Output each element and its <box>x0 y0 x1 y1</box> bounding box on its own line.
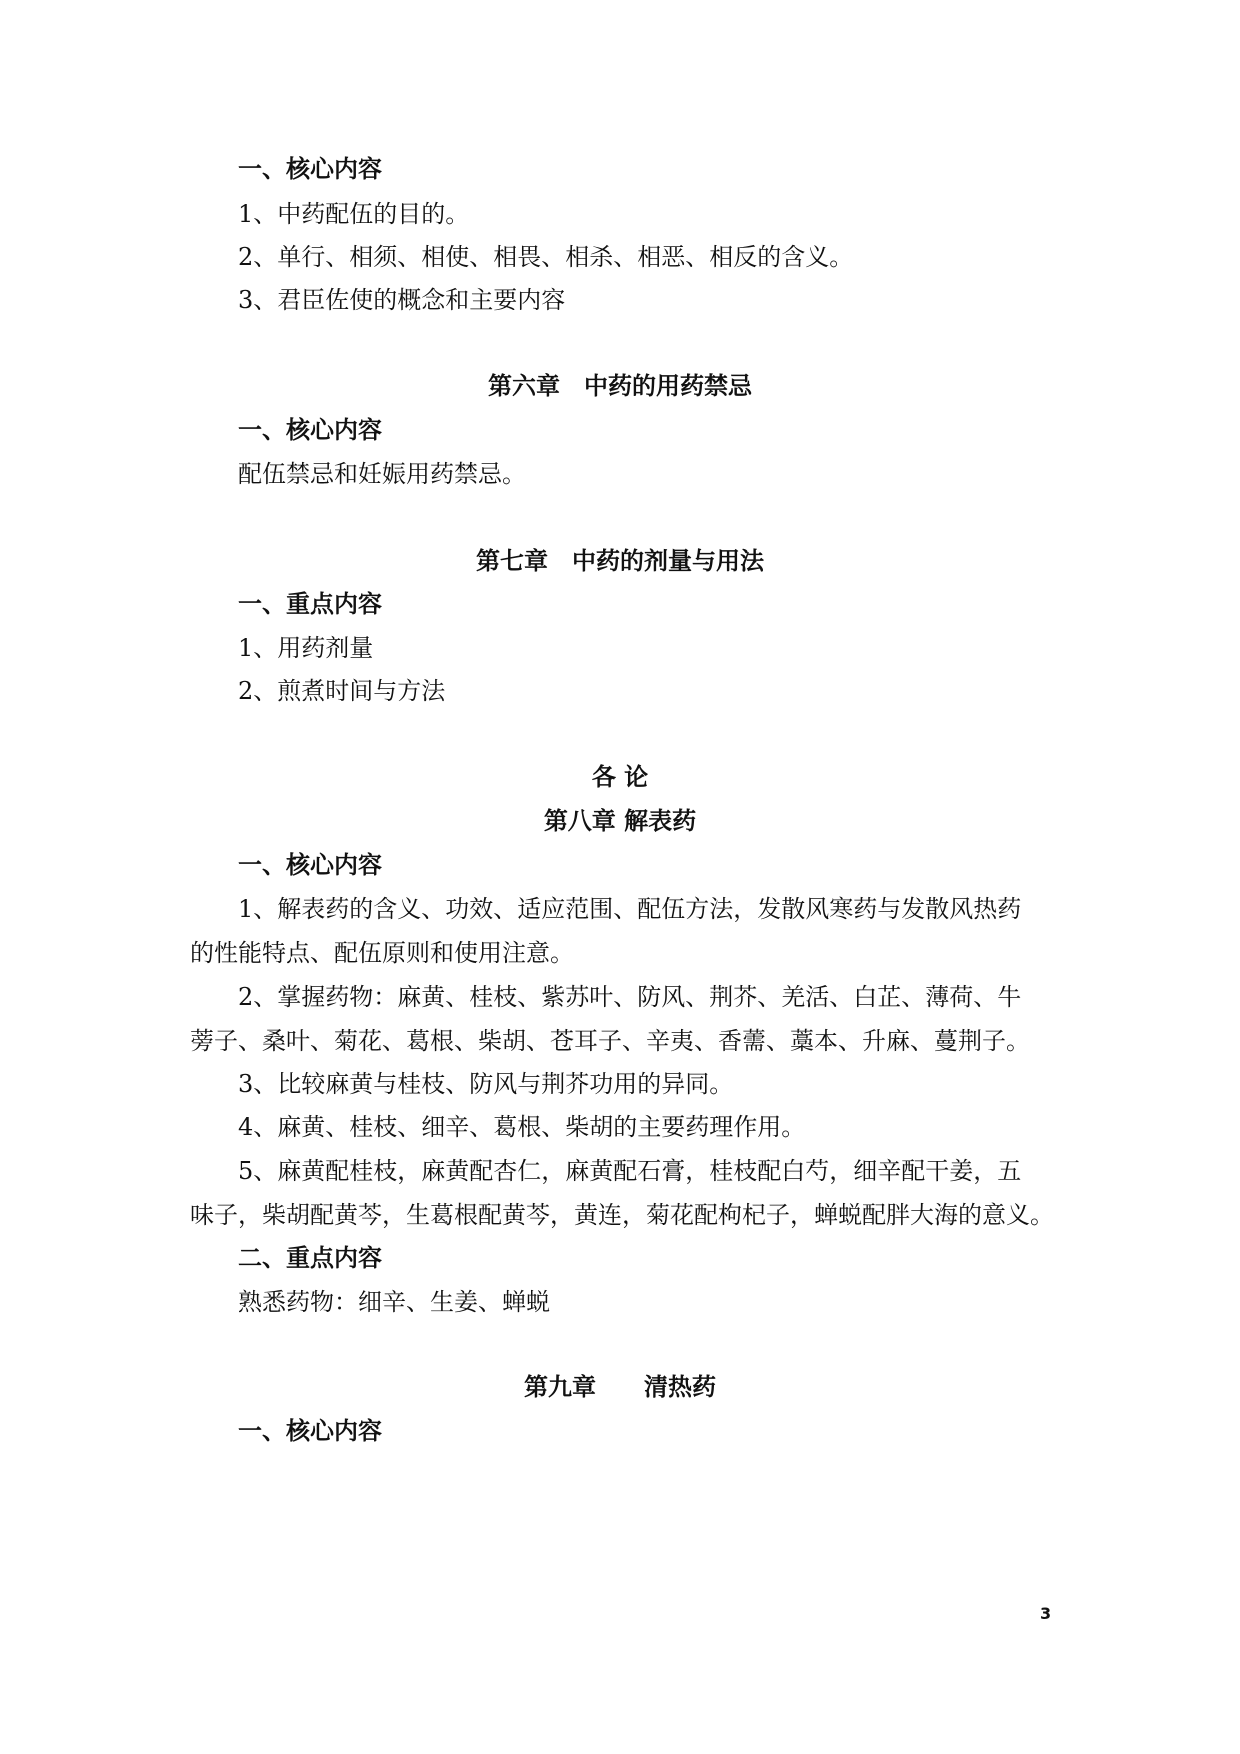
section-heading: 一、核心内容 <box>238 1417 382 1445</box>
section-heading: 一、核心内容 <box>238 851 382 879</box>
part-title: 各 论 <box>591 763 649 791</box>
section-heading: 一、核心内容 <box>238 416 382 444</box>
chapter-title: 第八章 解表药 <box>543 807 697 835</box>
paragraph: 2、掌握药物：麻黄、桂枝、紫苏叶、防风、荆芥、羌活、白芷、薄荷、牛 <box>238 983 1022 1011</box>
list-item: 1、用药剂量 <box>238 634 374 662</box>
chapter-title: 第七章 中药的剂量与用法 <box>476 547 764 575</box>
paragraph: 配伍禁忌和妊娠用药禁忌。 <box>238 460 526 488</box>
paragraph: 的性能特点、配伍原则和使用注意。 <box>190 939 574 967</box>
section-heading: 二、重点内容 <box>238 1244 382 1272</box>
paragraph: 5、麻黄配桂枝，麻黄配杏仁，麻黄配石膏，桂枝配白芍，细辛配干姜，五 <box>238 1157 1022 1185</box>
section-heading: 一、核心内容 <box>238 155 382 183</box>
paragraph: 味子，柴胡配黄芩，生葛根配黄芩，黄连，菊花配枸杞子，蝉蜕配胖大海的意义。 <box>190 1201 1054 1229</box>
list-item: 3、君臣佐使的概念和主要内容 <box>238 286 566 314</box>
page-number: 3 <box>1040 1604 1052 1623</box>
list-item: 2、单行、相须、相使、相畏、相杀、相恶、相反的含义。 <box>238 243 854 271</box>
chapter-title: 第六章 中药的用药禁忌 <box>488 372 752 400</box>
list-item: 1、中药配伍的目的。 <box>238 200 470 228</box>
paragraph: 熟悉药物：细辛、生姜、蝉蜕 <box>238 1288 550 1316</box>
chapter-title: 第九章 清热药 <box>524 1373 716 1401</box>
paragraph: 4、麻黄、桂枝、细辛、葛根、柴胡的主要药理作用。 <box>238 1113 806 1141</box>
list-item: 2、煎煮时间与方法 <box>238 677 446 705</box>
paragraph: 蒡子、桑叶、菊花、葛根、柴胡、苍耳子、辛夷、香薷、藁本、升麻、蔓荆子。 <box>190 1027 1030 1055</box>
section-heading: 一、重点内容 <box>238 590 382 618</box>
paragraph: 1、解表药的含义、功效、适应范围、配伍方法，发散风寒药与发散风热药 <box>238 895 1022 923</box>
paragraph: 3、比较麻黄与桂枝、防风与荆芥功用的异同。 <box>238 1070 734 1098</box>
